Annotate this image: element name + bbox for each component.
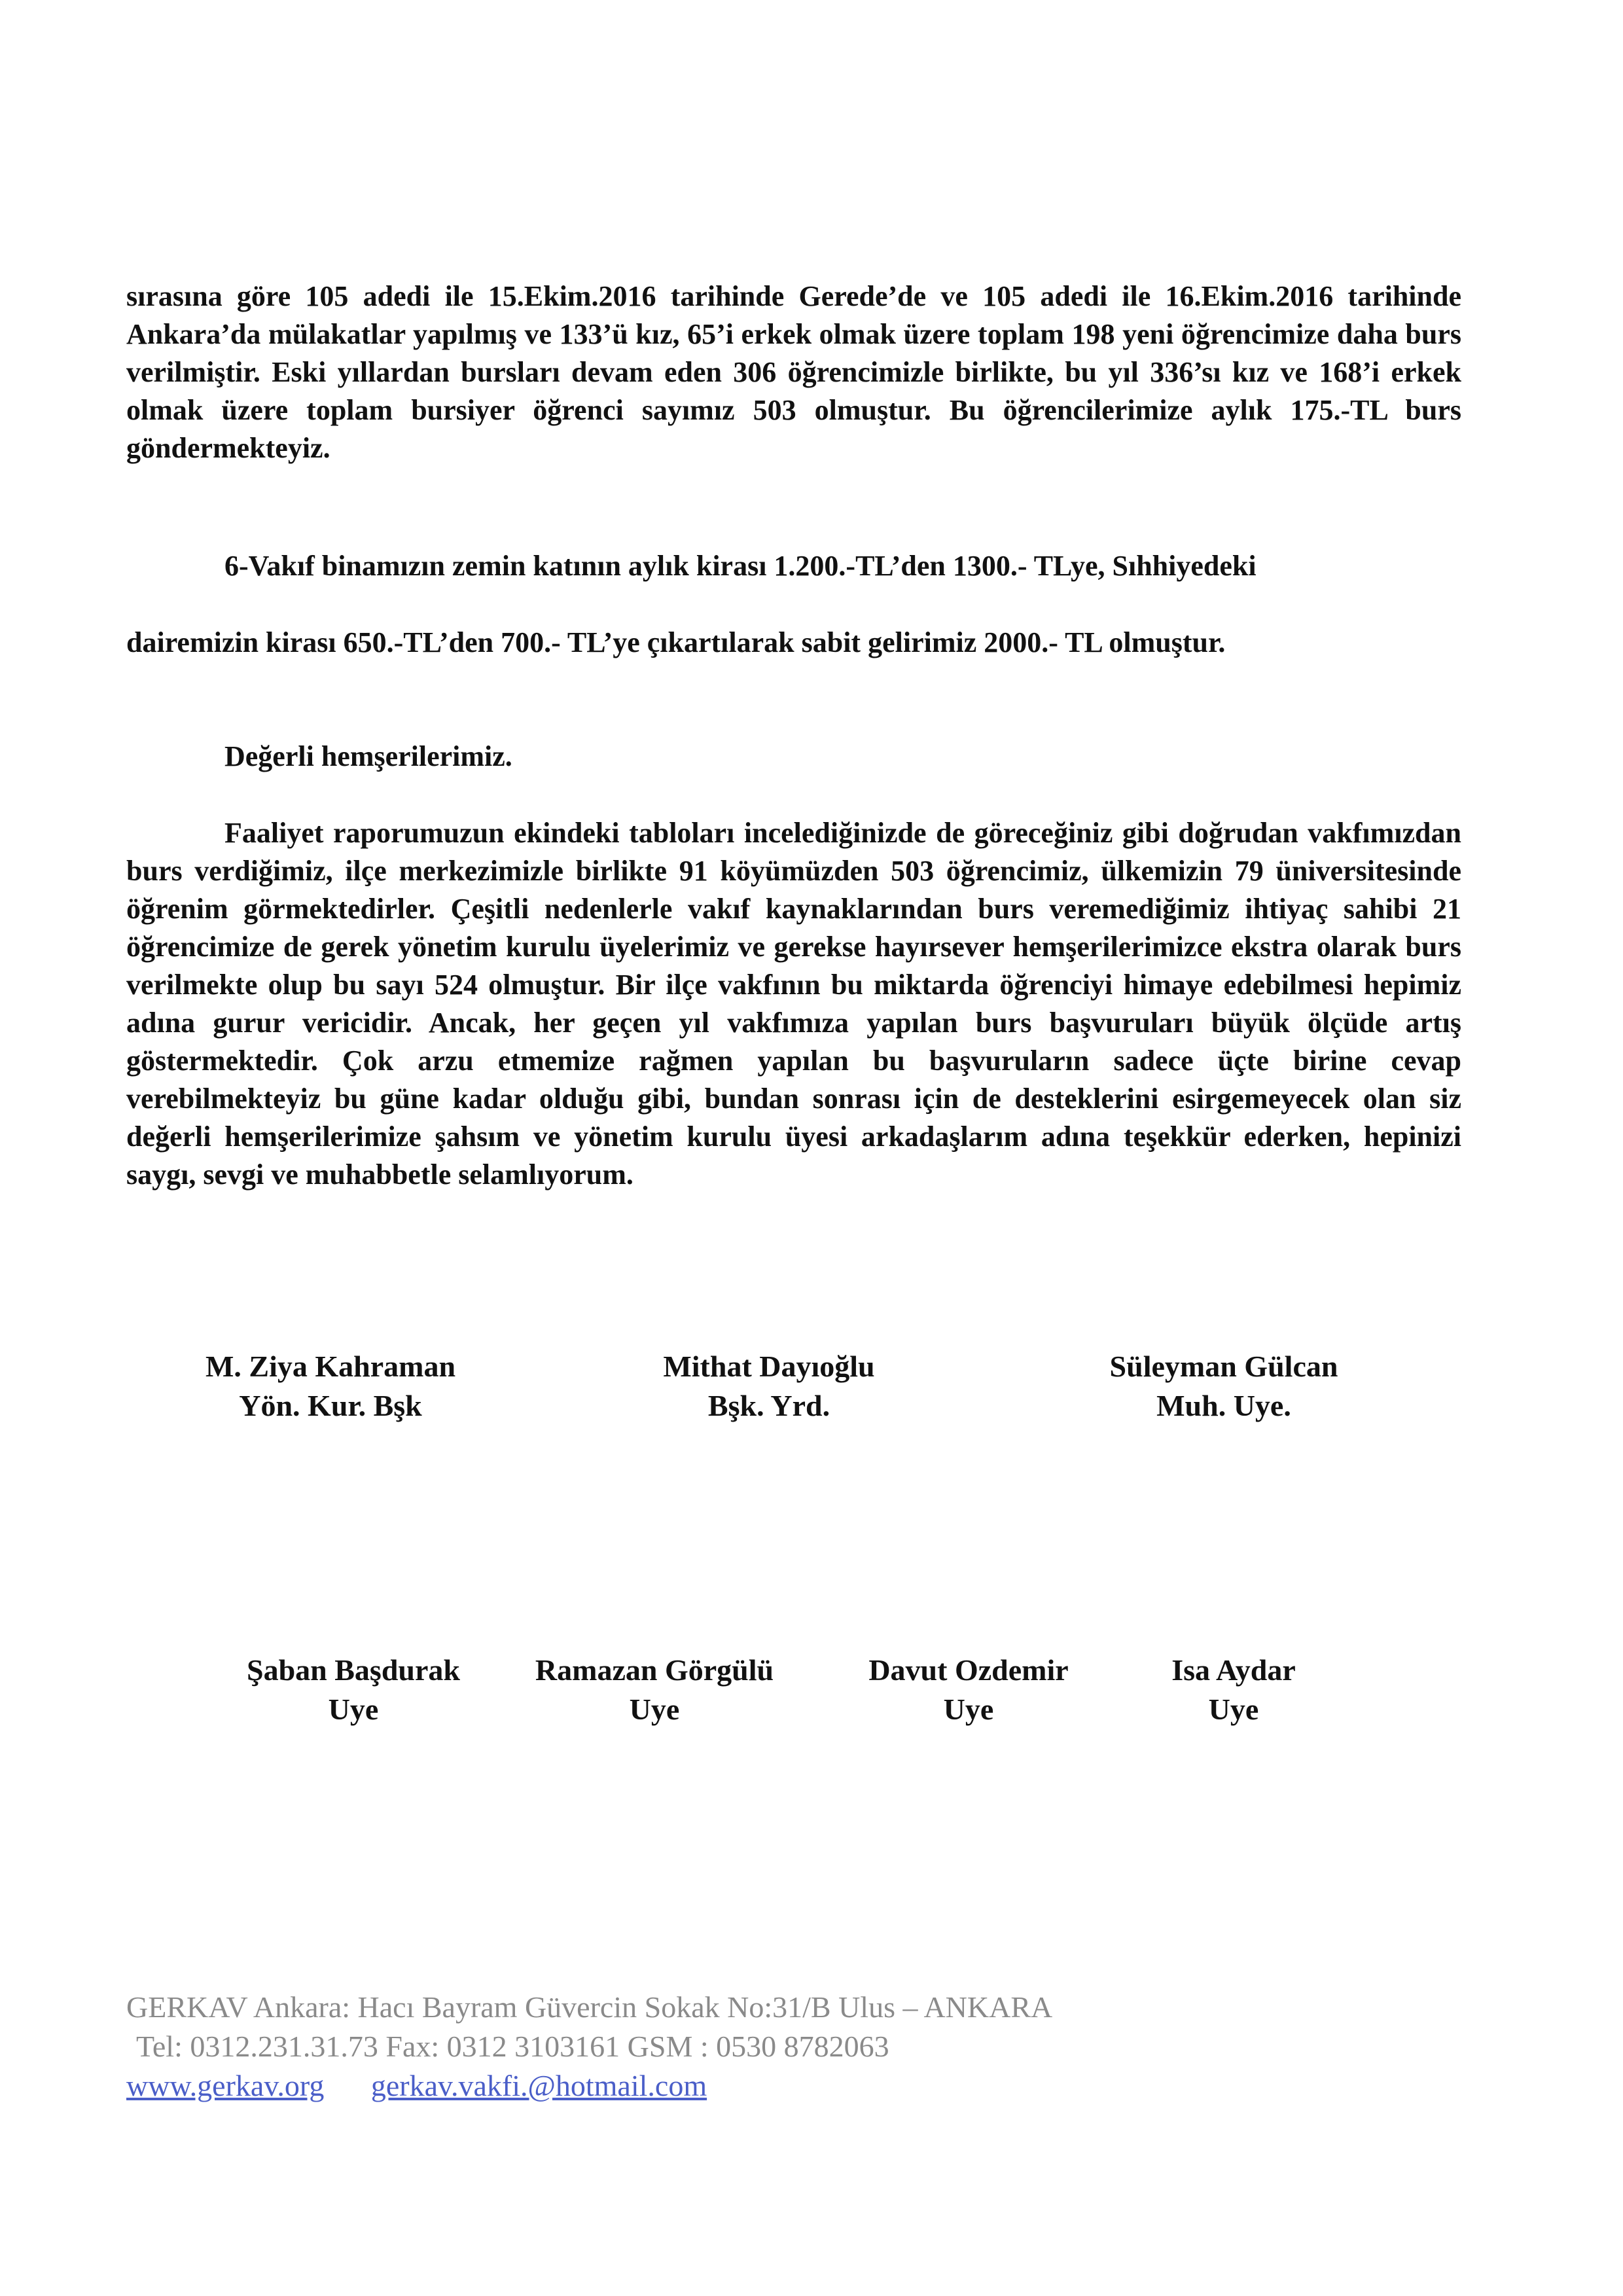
signature-block-member (510, 1651, 798, 1729)
signatory-name: Davut Ozdemir (868, 1653, 1069, 1687)
signatory-name: Süleyman Gülcan (1109, 1350, 1338, 1383)
signature-block-accountant (1073, 1347, 1374, 1426)
signatory-name: Şaban Başdurak (247, 1653, 460, 1687)
signatory-name: M. Ziya Kahraman (205, 1350, 456, 1383)
paragraph-rent-increase: 6-Vakıf binamızın zemin katının aylık kirası 1.200.-TL’den 1300.- TLye, Sıhhiyedeki (224, 550, 1257, 582)
signature-block-member (223, 1651, 484, 1729)
footer-links (126, 2066, 707, 2106)
paragraph-scholarship-interviews: sırasına göre 105 adedi ile 15.Ekim.2016 tarihinde Gerede’de ve 105 adedi ile 16.Ekim.2016 tarihinde Ankara’da mülakatlar yapılmış ve 133’ü kız, 65’i erkek olmak üzere toplam 198 yeni öğrencimize daha burs verilmiştir. Eski yıllardan bursları devam eden 306 öğrencimizle birlikte, bu yıl 336’sı kız ve 168’i erkek olmak üzere toplam bursiyer öğrenci sayımız 503 olmuştur. Bu öğrencilerimize aylık 175.-TL burs göndermekteyiz. (126, 280, 1461, 464)
signatory-title: Uye (943, 1693, 994, 1726)
paragraph-closing-remarks: Faaliyet raporumuzun ekindeki tabloları incelediğinizde de göreceğiniz gibi doğrudan vakfımızdan burs verdiğimiz, ilçe merkezimizle birlikte 91 köyümüzden 503 öğrencimiz, ülkemizin 79 üniversitesinde öğrenim görmektedirler. Çeşitli nedenlerle vakıf kaynaklarından burs veremediğimiz ihtiyaç sahibi 21 öğrencimize de gerek yönetim kurulu üyelerimiz ve gerekse hayırsever hemşerilerimizce ekstra olarak burs verilmekte olup bu sayı 524 olmuştur. Bir ilçe vakfının bu miktarda öğrenciyi himaye edebilmesi hepimiz adına gurur vericidir. Ancak, her geçen yıl vakfımıza yapılan burs başvuruları büyük ölçüde artış göstermektedir. Çok arzu etmemize rağmen yapılan bu başvuruların sadece üçte birine cevap verebilmekteyiz bu güne kadar olduğu gibi, bundan sonrası için de desteklerini esirgemeyecek olan siz değerli hemşerilerimize şahsım ve yönetim kurulu üyesi arkadaşlarım adına teşekkür ederken, hepinizi saygı, sevgi ve muhabbetle selamlıyorum. (126, 817, 1461, 1191)
signatory-title: Yön. Kur. Bşk (239, 1389, 422, 1422)
footer-address: GERKAV Ankara: Hacı Bayram Güvercin Sokak No:31/B Ulus – ANKARA (126, 1990, 1053, 2024)
website-link[interactable]: www.gerkav.org (126, 2069, 325, 2102)
signatory-title: Uye (1208, 1693, 1259, 1726)
signatory-name: Isa Aydar (1171, 1653, 1296, 1687)
signature-block-vice-president (625, 1347, 913, 1426)
footer-contact: Tel: 0312.231.31.73 Fax: 0312 3103161 GSM : 0530 8782063 (136, 2030, 889, 2063)
email-link[interactable]: gerkav.vakfi.@hotmail.com (370, 2069, 707, 2102)
signature-block-member (1126, 1651, 1342, 1729)
signatory-name: Mithat Dayıoğlu (663, 1350, 875, 1383)
signatory-title: Uye (328, 1693, 379, 1726)
signatory-title: Bşk. Yrd. (707, 1389, 830, 1422)
signature-block-president (180, 1347, 481, 1426)
salutation: Değerli hemşerilerimiz. (224, 740, 512, 772)
paragraph-rent-income: dairemizin kirası 650.-TL’den 700.- TL’ye çıkartılarak sabit gelirimiz 2000.- TL olmuştur. (126, 626, 1226, 658)
signatory-title: Muh. Uye. (1156, 1389, 1291, 1422)
signatory-title: Uye (629, 1693, 680, 1726)
signatory-name: Ramazan Görgülü (535, 1653, 774, 1687)
signature-block-member (831, 1651, 1106, 1729)
